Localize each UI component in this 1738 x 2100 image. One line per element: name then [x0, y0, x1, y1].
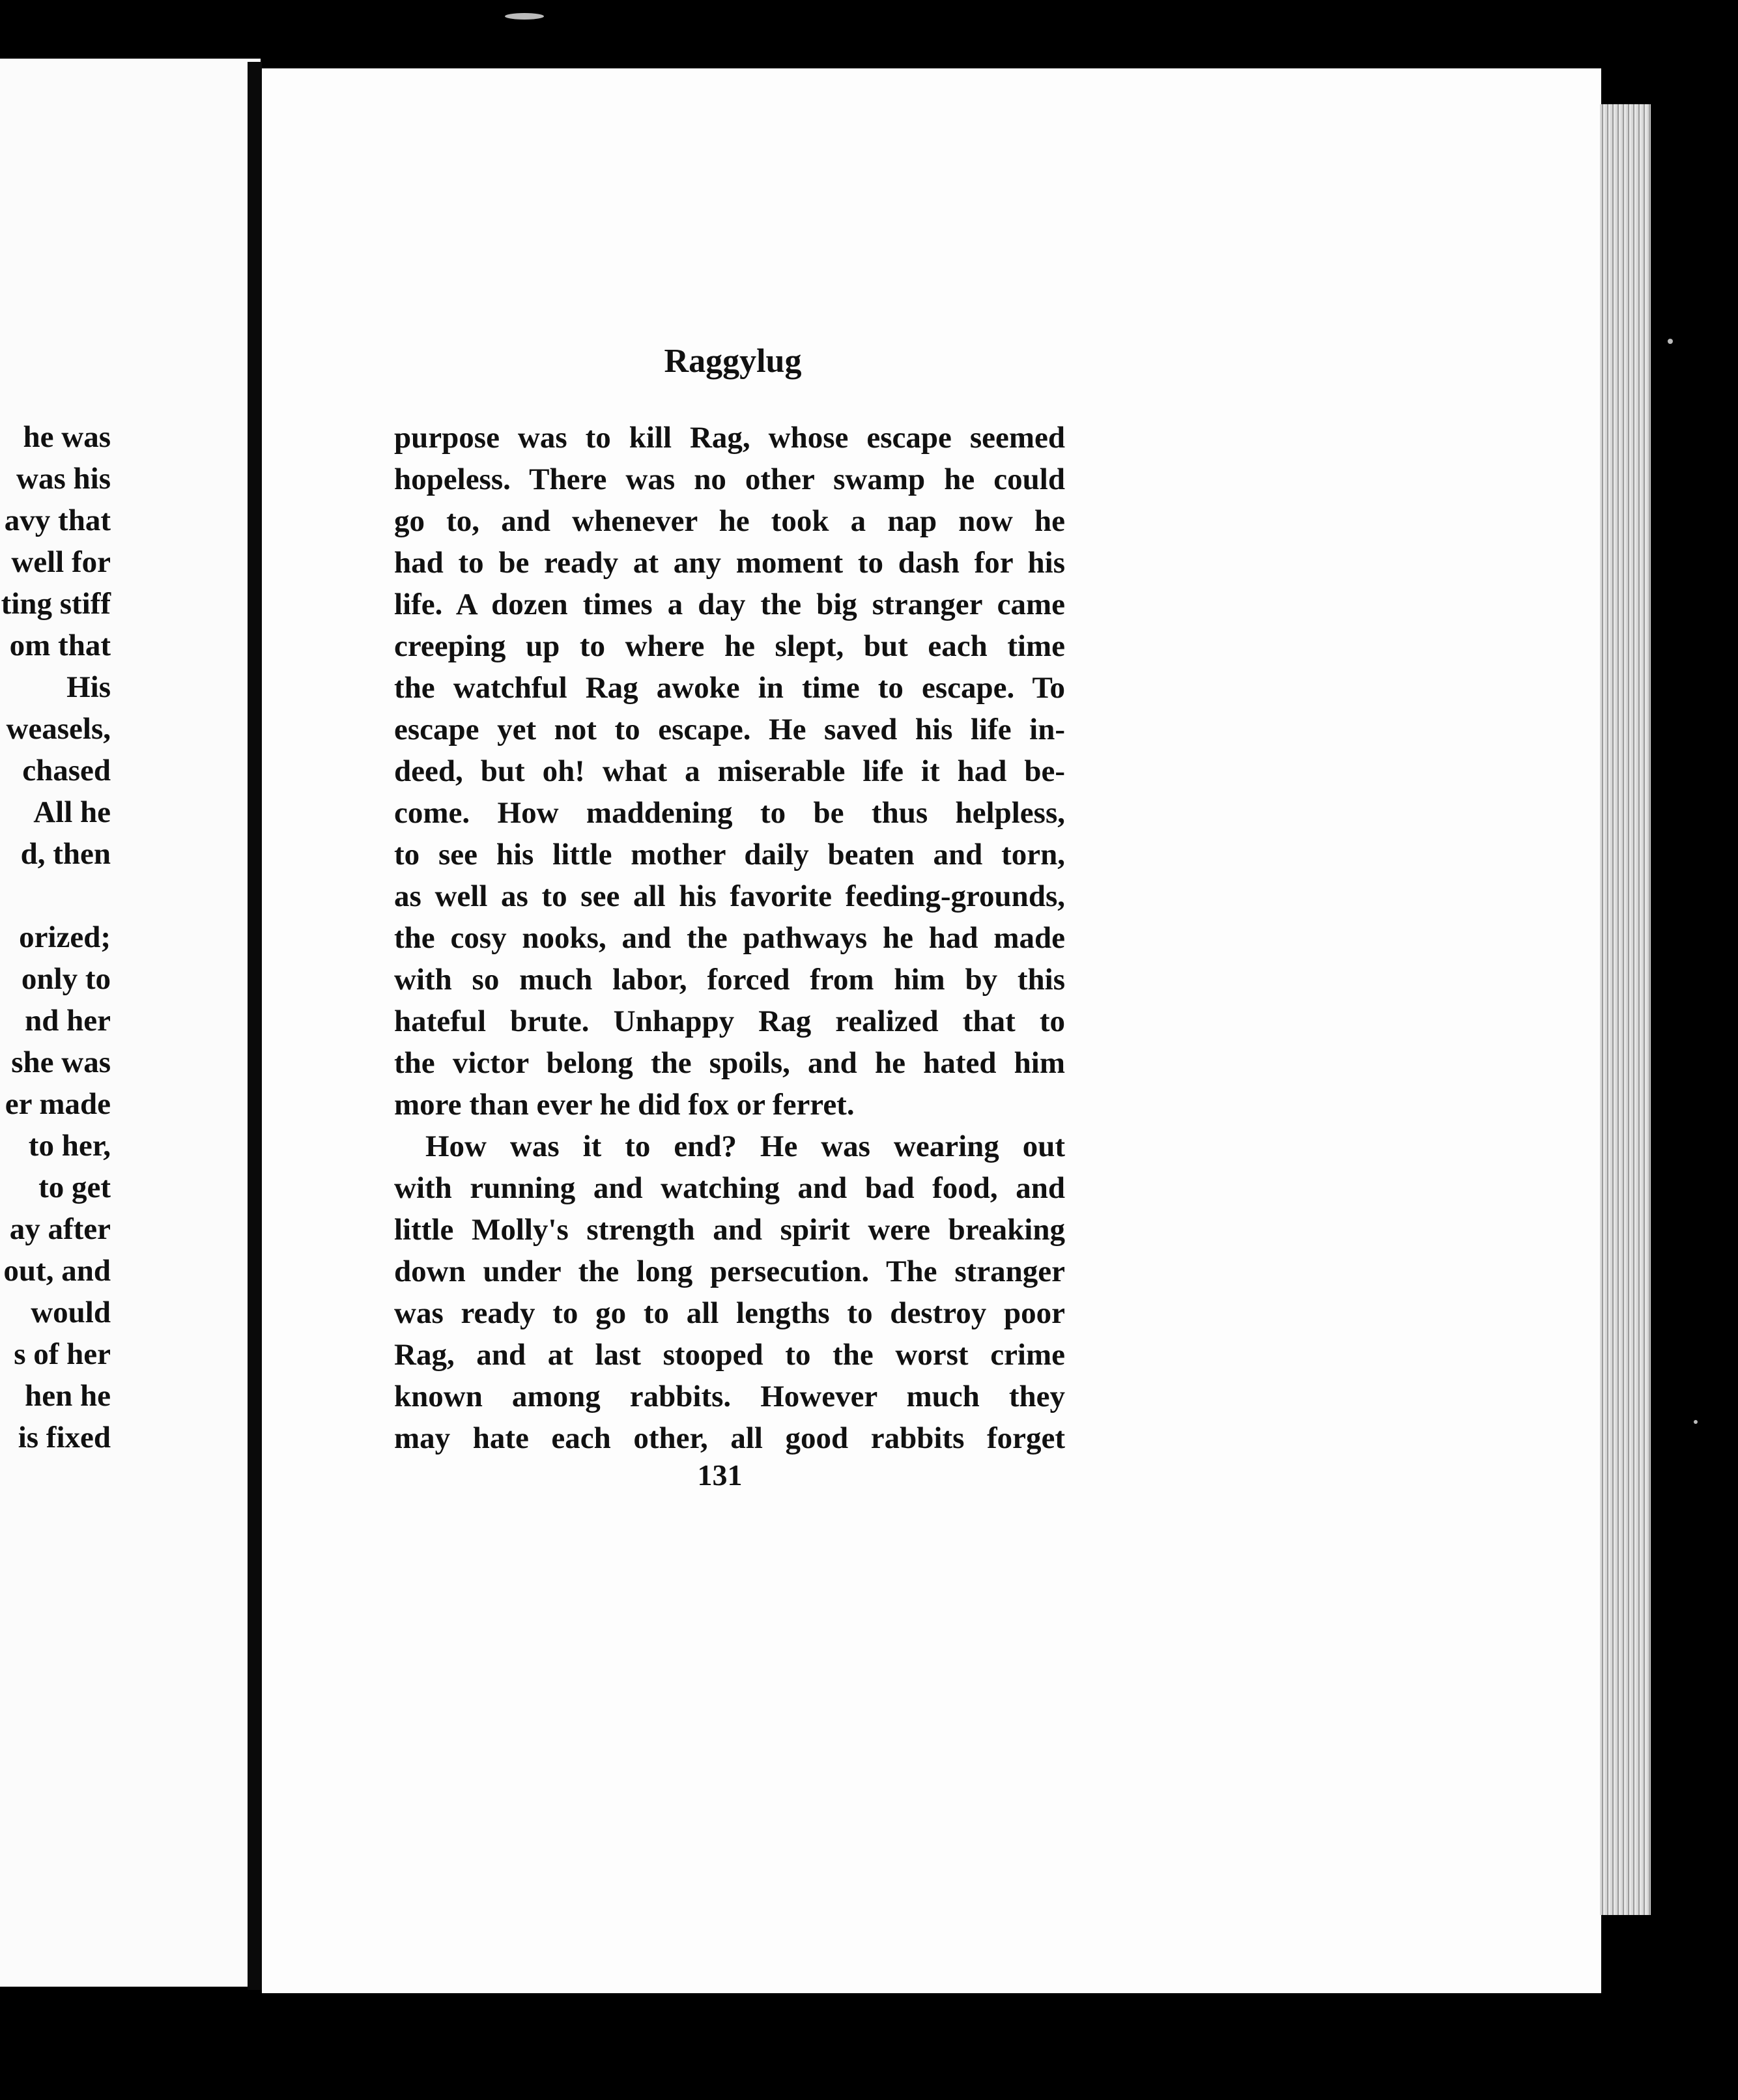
left-text-line: she was [11, 1045, 111, 1079]
text-line: hopeless. There was no other swamp he could [394, 462, 1065, 496]
book-gutter [248, 62, 262, 1990]
dust-speck [1694, 1420, 1698, 1424]
text-line: the victor belong the spoils, and he hated him [394, 1046, 1065, 1080]
left-text-line: ay after [9, 1212, 111, 1246]
left-text-line: out, and [3, 1254, 111, 1288]
left-text-line: is fixed [18, 1421, 111, 1454]
left-text-line: ting stiff [1, 587, 111, 621]
left-text-line: nd her [25, 1004, 111, 1038]
text-line: creeping up to where he slept, but each time [394, 629, 1065, 663]
text-line: Rag, and at last stooped to the worst crime [394, 1338, 1065, 1372]
text-line: the watchful Rag awoke in time to escape. To [394, 671, 1065, 705]
left-text-line: was his [16, 462, 111, 496]
left-text-line: avy that [4, 504, 111, 537]
text-line: with running and watching and bad food, and [394, 1171, 1065, 1205]
left-text-line: hen he [25, 1379, 111, 1413]
left-text-line: weasels, [6, 712, 111, 746]
text-line: to see his little mother daily beaten and torn, [394, 838, 1065, 872]
text-line: life. A dozen times a day the big stranger came [394, 588, 1065, 621]
left-text-line: All he [33, 795, 111, 829]
text-line: down under the long persecution. The stranger [394, 1255, 1065, 1288]
left-text-line: he was [23, 420, 111, 454]
running-header: Raggylug [664, 343, 802, 380]
text-line: purpose was to kill Rag, whose escape seemed [394, 421, 1065, 455]
dust-speck [1668, 339, 1673, 344]
body-text [394, 417, 1065, 1459]
text-line: as well as to see all his favorite feeding-grounds, [394, 879, 1065, 913]
text-line: come. How maddening to be thus helpless, [394, 796, 1065, 830]
text-line: How was it to end? He was wearing out [425, 1129, 1065, 1163]
left-text-line: would [31, 1296, 111, 1329]
left-text-line: well for [11, 545, 111, 579]
text-line: had to be ready at any moment to dash for his [394, 546, 1065, 580]
text-line: known among rabbits. However much they [394, 1380, 1065, 1413]
page-number: 131 [697, 1458, 743, 1492]
text-line: little Molly's strength and spirit were breaking [394, 1213, 1065, 1247]
left-text-line: er made [5, 1087, 111, 1121]
text-line: escape yet not to escape. He saved his life in- [394, 713, 1065, 746]
page-edges [1600, 104, 1651, 1915]
left-text-line: to her, [28, 1129, 111, 1163]
left-text-line: His [66, 670, 111, 704]
text-line: with so much labor, forced from him by this [394, 963, 1065, 997]
text-line: the cosy nooks, and the pathways he had made [394, 921, 1065, 955]
text-line: more than ever he did fox or ferret. [394, 1088, 855, 1122]
left-text-line: only to [21, 962, 111, 996]
left-text-line: chased [22, 754, 111, 788]
left-text-line: to get [38, 1171, 111, 1204]
text-line: deed, but oh! what a miserable life it had be- [394, 754, 1065, 788]
text-line: was ready to go to all lengths to destroy poor [394, 1296, 1065, 1330]
left-text-line: d, then [20, 837, 111, 871]
left-text-line: orized; [19, 920, 111, 954]
text-line: hateful brute. Unhappy Rag realized that to [394, 1004, 1065, 1038]
left-text-line: om that [9, 629, 111, 662]
dust-speck [505, 13, 544, 20]
left-text-line: s of her [14, 1337, 111, 1371]
text-line: may hate each other, all good rabbits forget [394, 1421, 1065, 1455]
text-line: go to, and whenever he took a nap now he [394, 504, 1065, 538]
